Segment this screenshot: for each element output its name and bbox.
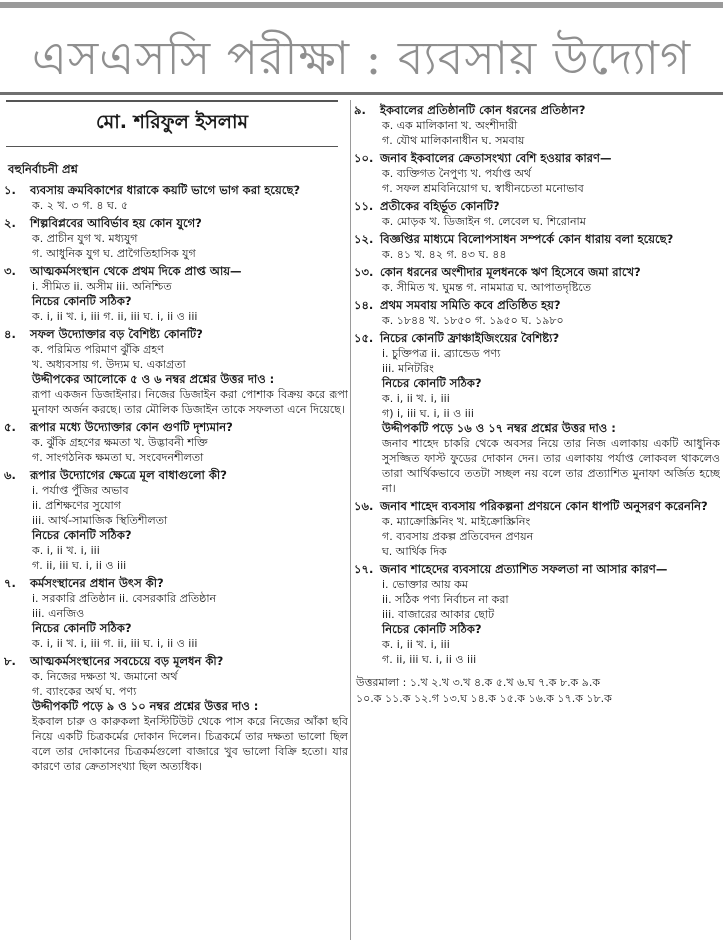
question-text: আত্মকর্মসংস্থান থেকে প্রথম দিকে প্রাপ্ত আয়—: [30, 264, 242, 278]
question: [354, 298, 720, 313]
question-text: শিল্পবিপ্লবের আবির্ভাব হয় কোন যুগে?: [30, 216, 202, 230]
option-line: ক. এক মালিকানা খ. অংশীদারী: [382, 119, 518, 132]
option-line: ক. i, ii খ. i, iii: [382, 638, 450, 651]
question: [4, 654, 348, 669]
question-number: ১৭.: [354, 562, 374, 576]
question: [354, 562, 720, 577]
stimulus-text: রূপা একজন ডিজাইনার। নিজের ডিজাইন করা পোশাক বিক্রয় করে রূপা মুনাফা অর্জন করছে। তার মৌলিক ডিজাইন তাকে সফলতা এনে দিয়েছে।: [32, 388, 348, 416]
question-text: প্রথম সমবায় সমিতি কবে প্রতিষ্ঠিত হয়?: [380, 298, 561, 312]
question-number: ১১.: [354, 199, 374, 213]
option-line: ক. ৪১ খ. ৪২ গ. ৪৩ ঘ. ৪৪: [382, 248, 507, 261]
option-line: iii. এনজিও: [32, 607, 85, 620]
question-number: ৪.: [4, 327, 16, 341]
stimulus-heading: উদ্দীপকটি পড়ে ১৬ ও ১৭ নম্বর প্রশ্নের উত্তর দাও :: [382, 421, 616, 435]
question-number: ৮.: [4, 654, 16, 668]
option-line: i. ভোক্তার আয় কম: [382, 578, 468, 591]
prompt-line: নিচের কোনটি সঠিক?: [382, 376, 482, 390]
option-line: iii. বাজারের আকার ছোট: [382, 608, 495, 621]
question-number: ১২.: [354, 232, 374, 246]
answer-key-line-1: উত্তরমালা : ১.খ ২.খ ৩.খ ৪.ক ৫.খ ৬.ঘ ৭.ক ৮.ক ৯.ক: [356, 676, 601, 689]
top-rule: [0, 2, 723, 8]
question-text: প্রতীকের বহির্ভূত কোনটি?: [380, 199, 500, 213]
option-line: iii. মনিটরিং: [382, 362, 434, 375]
question: [354, 232, 720, 247]
option-line: ক. i, ii খ. i, iii গ. ii, iii ঘ. i, ii ও iii: [32, 637, 198, 650]
question: [354, 151, 720, 166]
option-line: গ. যৌথ মালিকানাধীন ঘ. সমবায়: [382, 134, 525, 147]
question: [4, 216, 348, 231]
prompt-line: নিচের কোনটি সঠিক?: [32, 294, 132, 308]
stimulus-text: ইকবাল চারু ও কারুকলা ইনস্টিটিউট থেকে পাস করে নিজের আঁকা ছবি নিয়ে একটি চিত্রকর্মের দোকান দিলেন। চিত্রকর্মে তার দক্ষতা ভালো ছিল বলে তার দোকানের চিত্রকর্মগুলো বাজারে খুব ভালো বিক্রি হতো। যার কারণে তার ক্রেতাসংখ্যা ছিল অত্যধিক।: [32, 715, 348, 773]
answer-key-line-2: ১০.ক ১১.ক ১২.গ ১৩.ঘ ১৪.ক ১৫.ক ১৬.ক ১৭.ক ১৮.ক: [356, 692, 612, 705]
left-question-list: [4, 183, 348, 774]
question: [4, 468, 348, 483]
option-line: ক. ঝুঁকি গ্রহণের ক্ষমতা খ. উদ্ভাবনী শক্তি: [32, 436, 208, 449]
question-text: বিজ্ঞপ্তির মাধ্যমে বিলোপসাধন সম্পর্কে কোন ধারায় বলা হয়েছে?: [380, 232, 674, 246]
question-text: জনাব ইকবালের ক্রেতাসংখ্যা বেশি হওয়ার কারণ—: [380, 151, 612, 165]
option-line: ক. i, ii খ. i, iii: [382, 392, 450, 405]
question-text: নিচের কোনটি ফ্রাঞ্চাইজিংয়ের বৈশিষ্ট্য?: [380, 331, 560, 345]
question-text: কোন ধরনের অংশীদার মূলধনকে ঋণ হিসেবে জমা রাখে?: [380, 265, 641, 279]
column-divider: [350, 100, 351, 940]
option-line: ক. নিজের দক্ষতা খ. জমানো অর্থ: [32, 670, 178, 683]
option-line: ক. সীমিত খ. ঘুমন্ত গ. নামমাত্র ঘ. আপাতদৃষ্টিতে: [382, 281, 591, 294]
question: [354, 499, 720, 514]
question-number: ১০.: [354, 151, 374, 165]
option-line: iii. আর্থ-সামাজিক স্থিতিশীলতা: [32, 514, 168, 527]
question-text: রূপার উদ্যোগের ক্ষেত্রে মূল বাধাগুলো কী?: [30, 468, 227, 482]
question-number: ৩.: [4, 264, 16, 278]
question: [4, 264, 348, 279]
title-rule: [0, 92, 723, 95]
option-line: গ. সফল শ্রমবিনিয়োগ ঘ. স্বাধীনচেতা মনোভাব: [382, 182, 584, 195]
question-text: ইকবালের প্রতিষ্ঠানটি কোন ধরনের প্রতিষ্ঠান?: [380, 103, 586, 117]
option-line: ii. প্রশিক্ষণের সুযোগ: [32, 499, 121, 512]
option-line: ক. i, ii খ. i, iii গ. ii, iii ঘ. i, ii ও iii: [32, 310, 198, 323]
question-number: ৬.: [4, 468, 16, 482]
question-text: জনাব শাহেদের ব্যবসায়ে প্রত্যাশিত সফলতা না আসার কারণ—: [380, 562, 668, 576]
question: [354, 331, 720, 346]
question: [354, 103, 720, 118]
question: [354, 199, 720, 214]
option-line: গ. ii, iii ঘ. i, ii ও iii: [32, 559, 127, 572]
page-title: এসএসসি পরীক্ষা : ব্যবসায় উদ্যোগ: [31, 31, 692, 85]
option-line: গ) i, iii ঘ. i, ii ও iii: [382, 407, 474, 420]
option-line: i. সরকারি প্রতিষ্ঠান ii. বেসরকারি প্রতিষ্ঠান: [32, 592, 217, 605]
question: [354, 265, 720, 280]
option-line: i. পর্যাপ্ত পুঁজির অভাব: [32, 484, 129, 497]
stimulus-heading: উদ্দীপকটি পড়ে ৯ ও ১০ নম্বর প্রশ্নের উত্তর দাও :: [32, 699, 259, 713]
option-line: গ. ii, iii ঘ. i, ii ও iii: [382, 653, 477, 666]
question-text: ব্যবসায় ক্রমবিকাশের ধারাকে কয়টি ভাগে ভাগ করা হয়েছে?: [30, 183, 301, 197]
question-text: আত্মকর্মসংস্থানের সবচেয়ে বড় মূলধন কী?: [30, 654, 224, 668]
option-line: খ. অধ্যবসায় গ. উদ্যম ঘ. একাগ্রতা: [32, 358, 186, 371]
question-text: কর্মসংস্থানের প্রধান উৎস কী?: [30, 576, 164, 590]
question-number: ১৪.: [354, 298, 374, 312]
prompt-line: নিচের কোনটি সঠিক?: [382, 622, 482, 636]
option-line: ক. ১৮৪৪ খ. ১৮৫০ গ. ১৯৫০ ঘ. ১৯৮০: [382, 314, 564, 327]
author-name: মো. শরিফুল ইসলাম: [6, 100, 338, 147]
option-line: i. চুক্তিপত্র ii. ব্র্যান্ডেড পণ্য: [382, 347, 501, 360]
question-text: রূপার মধ্যে উদ্যোক্তার কোন গুণটি দৃশ্যমান?: [30, 420, 233, 434]
option-line: ক. ২ খ. ৩ গ. ৪ ঘ. ৫: [32, 199, 128, 212]
question: [4, 327, 348, 342]
question-number: ১৬.: [354, 499, 374, 513]
question-number: ৭.: [4, 576, 16, 590]
question-number: ১.: [4, 183, 16, 197]
option-line: ক. ম্যাক্রোস্ক্রিনিং খ. মাইক্রোস্ক্রিনিং: [382, 515, 531, 528]
question-number: ৫.: [4, 420, 16, 434]
option-line: গ. সাংগঠনিক ক্ষমতা ঘ. সংবেদনশীলতা: [32, 451, 204, 464]
option-line: ক. প্রাচীন যুগ খ. মধ্যযুগ: [32, 232, 138, 245]
question-number: ২.: [4, 216, 16, 230]
option-line: ক. i, ii খ. i, iii: [32, 544, 100, 557]
option-line: ক. ব্যক্তিগত নৈপুণ্য খ. পর্যাপ্ত অর্থ: [382, 167, 532, 180]
option-line: ii. সঠিক পণ্য নির্বাচন না করা: [382, 593, 509, 606]
question-number: ১৫.: [354, 331, 374, 345]
option-line: ক. পরিমিত পরিমাণ ঝুঁকি গ্রহণ: [32, 343, 164, 356]
stimulus-heading: উদ্দীপকের আলোকে ৫ ও ৬ নম্বর প্রশ্নের উত্তর দাও :: [32, 372, 275, 386]
option-line: i. সীমিত ii. অসীম iii. অনিশ্চিত: [32, 280, 172, 293]
question: [4, 576, 348, 591]
option-line: গ. আধুনিক যুগ ঘ. প্রাগৈতিহাসিক যুগ: [32, 247, 196, 260]
question-text: জনাব শাহেদ ব্যবসায় পরিকল্পনা প্রণয়নে কোন ধাপটি অনুসরণ করেননি?: [380, 499, 708, 513]
option-line: ঘ. আর্থিক দিক: [382, 545, 447, 558]
left-column: [4, 100, 348, 942]
question-number: ৯.: [354, 103, 366, 117]
question: [4, 183, 348, 198]
option-line: গ. ব্যবসায় প্রকল্প প্রতিবেদন প্রণয়ন: [382, 530, 534, 543]
question: [4, 420, 348, 435]
option-line: গ. ব্যাংকের অর্থ ঘ. পণ্য: [32, 685, 137, 698]
prompt-line: নিচের কোনটি সঠিক?: [32, 528, 132, 542]
question-number: ১৩.: [354, 265, 374, 279]
stimulus-text: জনাব শাহেদ চাকরি থেকে অবসর নিয়ে তার নিজ এলাকায় একটি আধুনিক সুসজ্জিত ফাস্ট ফুডের দোকান দেন। তার এলাকায় পর্যাপ্ত লোকবল থাকলেও তারা আর্থিকভাবে ততটা সচ্ছল নয় বলে তার প্রত্যাশিত মুনাফা অর্জিত হচ্ছে না।: [382, 437, 720, 495]
section-heading: বহুনির্বাচনী প্রশ্ন: [8, 162, 78, 176]
question-text: সফল উদ্যোক্তার বড় বৈশিষ্ট্য কোনটি?: [30, 327, 203, 341]
option-line: ক. মোড়ক খ. ডিজাইন গ. লেবেল ঘ. শিরোনাম: [382, 215, 586, 228]
right-question-list: [354, 103, 720, 667]
right-column: [354, 100, 720, 942]
prompt-line: নিচের কোনটি সঠিক?: [32, 621, 132, 635]
